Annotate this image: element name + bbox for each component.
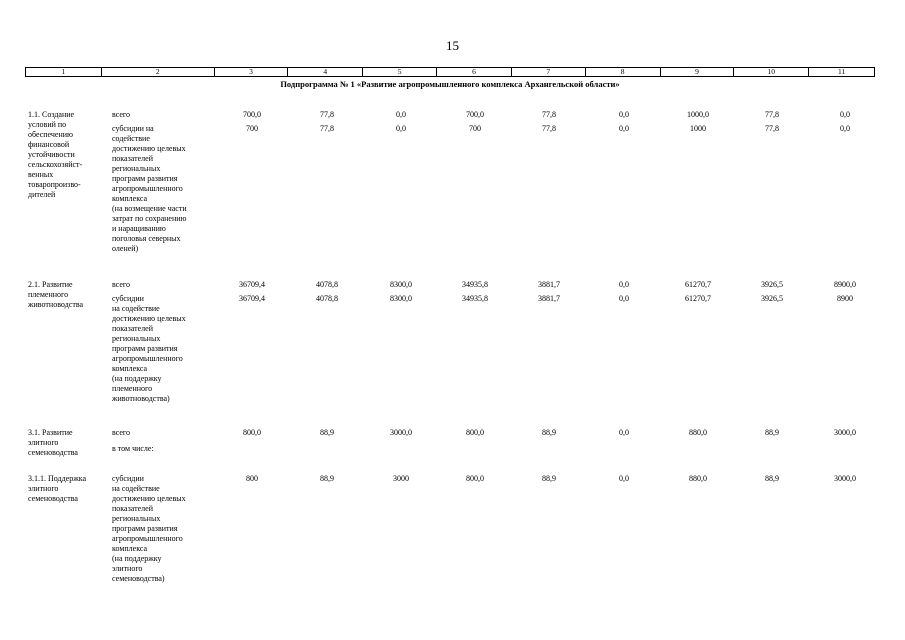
column-header-1: 1: [61, 67, 66, 76]
column-header-4: 4: [287, 68, 362, 76]
row-subtype: субсидии на содействие достижению целевых показателей региональных программ развития агропромышленного комплекса (на возмещение части затрат по сохранению и наращиванию поголовья северных оленей): [112, 124, 187, 253]
value-cell: 61270,7: [685, 280, 711, 289]
value-cell: 88,9: [765, 428, 779, 437]
column-header-11: 11: [808, 68, 874, 76]
subprogram-title: Подпрограмма № 1 «Развитие агропромышленного комплекса Архангельской области»: [280, 79, 620, 89]
value-cell: 700,0: [466, 110, 484, 119]
value-cell: 77,8: [320, 124, 334, 133]
value-cell: 8300,0: [390, 280, 412, 289]
column-header-5: 5: [362, 68, 436, 76]
value-cell: 3926,5: [761, 280, 783, 289]
value-cell: 700,0: [243, 110, 261, 119]
value-cell: 36709,4: [239, 294, 265, 303]
value-cell: 36709,4: [239, 280, 265, 289]
value-cell: 0,0: [396, 110, 406, 119]
value-cell: 700: [469, 124, 481, 133]
value-cell: 0,0: [619, 124, 629, 133]
column-header-7: 7: [511, 68, 585, 76]
value-cell: 77,8: [765, 124, 779, 133]
value-cell: 0,0: [396, 124, 406, 133]
value-cell: 700: [246, 124, 258, 133]
column-header-3: 3: [214, 68, 288, 76]
value-cell: 77,8: [320, 110, 334, 119]
value-cell: 3000: [393, 474, 409, 483]
value-cell: 77,8: [542, 124, 556, 133]
row-name: 3.1. Развитие элитного семеноводства: [28, 428, 78, 457]
value-cell: 800,0: [466, 428, 484, 437]
row-type: субсидии на содействие достижению целевых показателей региональных программ развития агропромышленного комплекса (на поддержку элитного семеноводства): [112, 474, 186, 583]
column-number-header: [25, 67, 875, 77]
value-cell: 4078,8: [316, 280, 338, 289]
value-cell: 88,9: [320, 474, 334, 483]
row-name: 1.1. Создание условий по обеспечению финансовой устойчивости сельскохозяйст- венных товаропроизво- дителей: [28, 110, 83, 199]
value-cell: 77,8: [542, 110, 556, 119]
value-cell: 0,0: [619, 110, 629, 119]
value-cell: 3881,7: [538, 294, 560, 303]
row-type: всего: [112, 428, 131, 437]
value-cell: 0,0: [840, 124, 850, 133]
value-cell: 880,0: [689, 428, 707, 437]
value-cell: 800: [246, 474, 258, 483]
value-cell: 34935,8: [462, 294, 488, 303]
value-cell: 88,9: [765, 474, 779, 483]
value-cell: 800,0: [243, 428, 261, 437]
value-cell: 0,0: [619, 280, 629, 289]
column-header-2: 2: [101, 68, 214, 76]
page-number: 15: [446, 38, 459, 53]
row-name: 2.1. Развитие племенного животноводства: [28, 280, 84, 309]
value-cell: 1000,0: [687, 110, 709, 119]
value-cell: 3926,5: [761, 294, 783, 303]
value-cell: 4078,8: [316, 294, 338, 303]
column-header-8: 8: [585, 68, 660, 76]
value-cell: 0,0: [840, 110, 850, 119]
row-subtype: субсидии на содействие достижению целевых показателей региональных программ развития агропромышленного комплекса (на поддержку племенного животноводства): [112, 294, 186, 403]
value-cell: 0,0: [619, 294, 629, 303]
row-type: всего: [112, 280, 131, 289]
value-cell: 0,0: [619, 474, 629, 483]
value-cell: 34935,8: [462, 280, 488, 289]
column-header-6: 6: [436, 68, 511, 76]
value-cell: 88,9: [542, 474, 556, 483]
value-cell: 61270,7: [685, 294, 711, 303]
value-cell: 8300,0: [390, 294, 412, 303]
value-cell: 8900,0: [834, 280, 856, 289]
row-name: 3.1.1. Поддержка элитного семеноводства: [28, 474, 87, 503]
row-type: всего: [112, 110, 131, 119]
column-header-10: 10: [733, 68, 808, 76]
value-cell: 880,0: [689, 474, 707, 483]
value-cell: 1000: [690, 124, 706, 133]
value-cell: 88,9: [542, 428, 556, 437]
column-header-9: 9: [660, 68, 734, 76]
value-cell: 77,8: [765, 110, 779, 119]
value-cell: 0,0: [619, 428, 629, 437]
value-cell: 3000,0: [390, 428, 412, 437]
row-subtype: в том числе:: [112, 444, 154, 453]
value-cell: 800,0: [466, 474, 484, 483]
value-cell: 3000,0: [834, 428, 856, 437]
value-cell: 3881,7: [538, 280, 560, 289]
value-cell: 8900: [837, 294, 853, 303]
value-cell: 88,9: [320, 428, 334, 437]
value-cell: 3000,0: [834, 474, 856, 483]
